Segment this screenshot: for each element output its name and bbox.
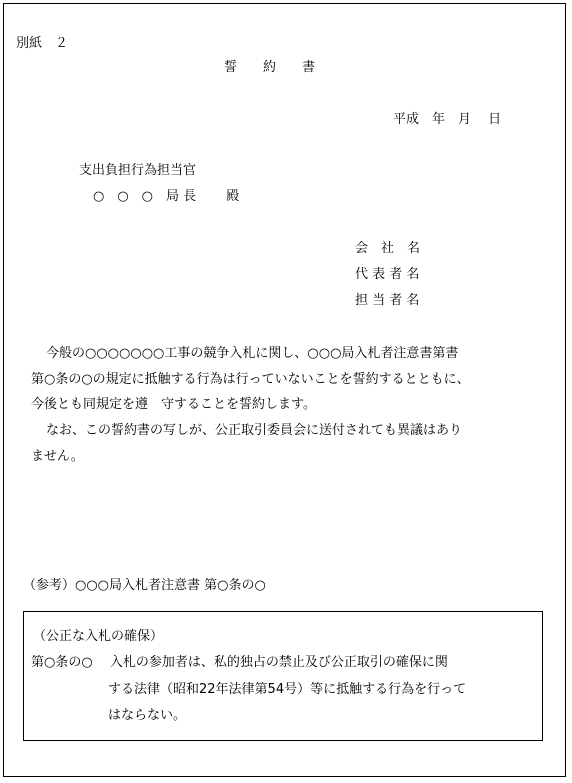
person-in-charge-label: 担 当 者 名 [355,293,420,308]
reference-box-line-2: する法律（昭和22年法律第54号）等に抵触する行為を行って [108,682,467,697]
date-line: 平成 年 月 日 [393,112,502,127]
reference-box-title: （公正な入札の確保） [33,629,164,644]
reference-box-line-3: はならない。 [108,708,187,723]
attachment-label: 別紙 ２ [16,36,69,51]
company-name-label: 会 社 名 [355,241,421,256]
addressee-title: 支出負担行為担当官 [79,163,197,178]
body-line-4: なお、この誓約書の写しが、公正取引委員会に送付されても異議はあり [46,423,463,438]
body-line-1: 今般の○○○○○○○工事の競争入札に関し、○○○局入札者注意書第書 [46,346,459,361]
body-line-3: 今後とも同規定を遵 守することを誓約します。 [31,397,316,412]
reference-box-line-1: 第○条の○ 入札の参加者は、私的独占の禁止及び公正取引の確保に関 [31,655,448,670]
body-line-2: 第○条の○の規定に抵触する行為は行っていないことを誓約するとともに、 [31,372,470,387]
body-line-5: ません。 [31,449,84,464]
representative-label: 代 表 者 名 [355,267,420,282]
document-title: 誓 約 書 [224,60,316,75]
reference-heading: （参考）○○○局入札者注意書 第○条の○ [23,578,266,593]
addressee-name: ○ ○ ○ 局 長 殿 [93,189,240,204]
